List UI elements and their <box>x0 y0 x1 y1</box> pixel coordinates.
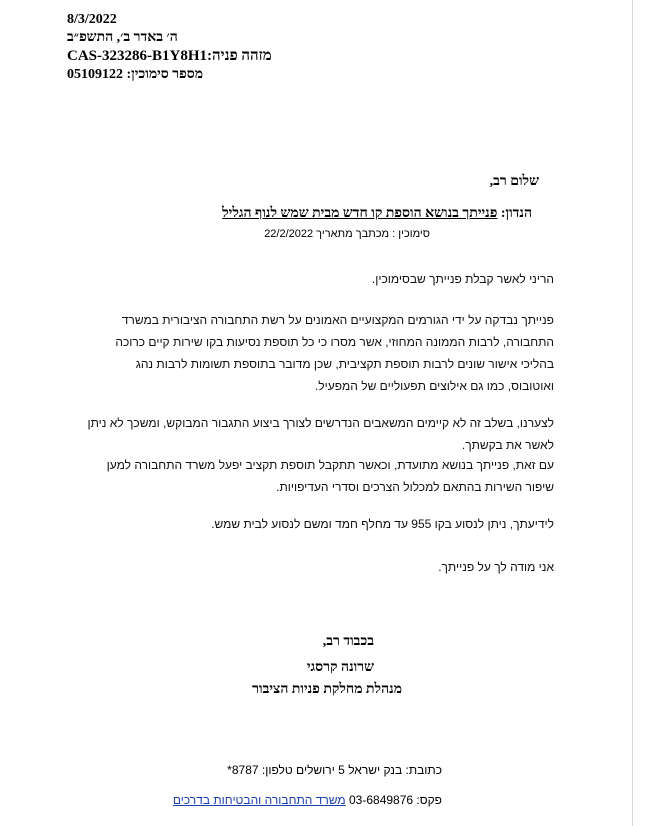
reference-value: 05109122 <box>67 67 123 82</box>
paragraph-4-line: עם זאת, פנייתך בנושא מתועדת, וכאשר תתקבל תוספת תקציב יפעל משרד התחבורה למען <box>106 458 554 472</box>
footer-address: כתובת: בנק ישראל 5 ירושלים טלפון: 8787* <box>227 763 442 777</box>
paragraph-5: לידיעתך, ניתן לנסוע בקו 955 עד מחלף חמד ומשם לנסוע לבית שמש. <box>211 517 554 531</box>
reference-label: מספר סימוכין: <box>126 67 204 82</box>
subject-label: הנדון: <box>500 206 532 221</box>
paragraph-3-line: לצערנו, בשלב זה לא קיימים המשאבים הנדרשים לצורך ביצוע התגבור המבוקש, ומשכך לא ניתן <box>87 416 554 430</box>
paragraph-4-line: שיפור השירות בהתאם למכלול הצרכים וסדרי העדיפויות. <box>276 480 554 494</box>
date-hebrew: ה׳ באדר ב׳, התשפ״ב <box>67 30 178 45</box>
paragraph-2 <box>94 309 554 397</box>
case-id-value: CAS-323286-B1Y8H1 <box>67 48 208 64</box>
subject-reference: סימוכין : מכתבך מתאריך 22/2/2022 <box>264 228 430 240</box>
paragraph-4 <box>94 454 554 498</box>
paragraph-3-line: לאשר את בקשתך. <box>461 438 554 452</box>
paragraph-1: הריני לאשר קבלת פנייתך שבסימוכין. <box>371 272 554 286</box>
paragraph-2-line: בהליכי אישור שונים לרבות תוספת תקציבית, שכן מדובר בתוספת תשומות לרבות נהג <box>135 357 554 371</box>
paragraph-2-line: פנייתך נבדקה על ידי הגורמים המקצועיים האמונים על רשת התחבורה הציבורית במשרד <box>121 313 554 327</box>
footer-fax: פקס: 03-6849876 <box>349 793 442 807</box>
signature-title: מנהלת מחלקת פניות הציבור <box>252 682 402 697</box>
greeting: שלום רב, <box>489 174 539 189</box>
footer-contact <box>173 793 442 807</box>
paragraph-3 <box>87 412 554 456</box>
case-id <box>67 48 272 65</box>
signature-name: שרונה קרסגי <box>306 660 374 675</box>
paragraph-2-line: ואוטובוס, כמו גם אילוצים תפעוליים של המפעיל. <box>314 379 554 393</box>
date-gregorian: 8/3/2022 <box>67 12 117 27</box>
subject-text: פנייתך בנושא הוספת קו חדש מבית שמש לנוף הגליל <box>222 206 498 221</box>
signature-closing: בכבוד רב, <box>322 634 374 649</box>
case-id-label: מזהה פניה: <box>207 48 272 64</box>
paragraph-2-line: התחבורה, לרבות הממונה המחוזי, אשר מסרו כי כל תוספת נסיעות בקו שירות קיים כרוכה <box>115 335 554 349</box>
paragraph-6: אני מודה לך על פנייתך. <box>438 560 554 574</box>
page-right-border <box>632 0 633 826</box>
reference-number <box>67 67 203 83</box>
ministry-link[interactable]: משרד התחבורה והבטיחות בדרכים <box>172 793 346 807</box>
subject-line <box>222 206 532 222</box>
